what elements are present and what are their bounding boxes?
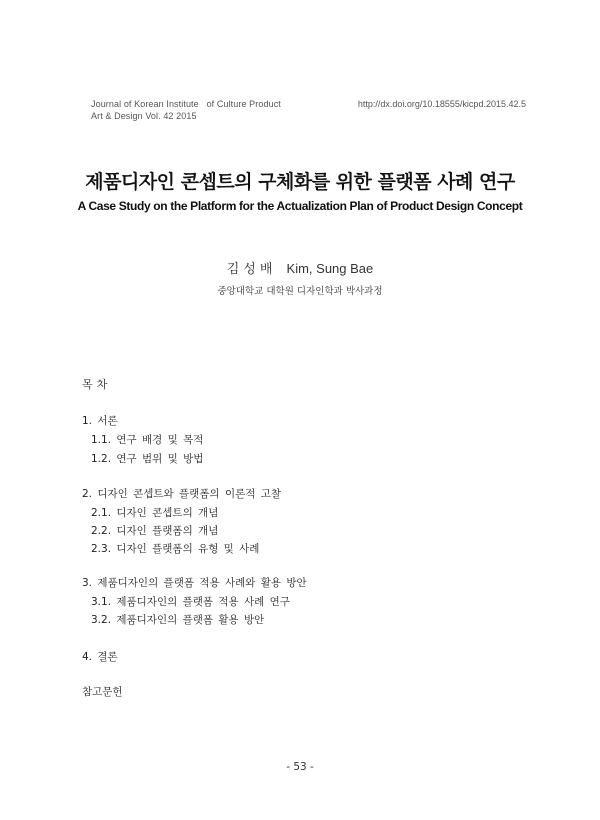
toc-section-4: 4. 결론 xyxy=(82,651,118,663)
author-line xyxy=(0,260,600,278)
paper-title-english: A Case Study on the Platform for the Actualization Plan of Product Design Concept xyxy=(77,199,523,213)
doi-link[interactable]: http://dx.doi.org/10.18555/kicpd.2015.42.5 xyxy=(357,99,526,109)
author-affiliation: 중앙대학교 대학원 디자인학과 박사과정 xyxy=(217,286,383,297)
journal-volume: Art & Design Vol. 42 2015 xyxy=(91,111,197,121)
toc-section-1: 1. 서론 xyxy=(82,415,118,427)
toc-subsection-3-2: 3.2. 제품디자인의 플랫폼 활용 방안 xyxy=(91,614,265,626)
paper-title-korean: 제품디자인 콘셉트의 구체화를 위한 플랫폼 사례 연구 xyxy=(85,171,515,193)
toc-subsection-1-1: 1.1. 연구 배경 및 목적 xyxy=(91,434,204,446)
journal-name: Journal of Korean Institute of Culture Product xyxy=(91,99,281,109)
author-name-english: Kim, Sung Bae xyxy=(286,261,374,276)
toc-references: 참고문헌 xyxy=(82,686,123,698)
toc-section-3: 3. 제품디자인의 플랫폼 적용 사례와 활용 방안 xyxy=(82,577,307,589)
toc-subsection-2-2: 2.2. 디자인 플랫폼의 개념 xyxy=(91,525,219,537)
toc-subsection-2-3: 2.3. 디자인 플랫폼의 유형 및 사례 xyxy=(91,543,260,555)
author-name-korean: 김성배 xyxy=(226,262,277,277)
page-number: - 53 - xyxy=(286,761,314,773)
toc-heading: 목차 xyxy=(82,378,112,391)
toc-subsection-2-1: 2.1. 디자인 콘셉트의 개념 xyxy=(91,507,219,519)
toc-subsection-1-2: 1.2. 연구 범위 및 방법 xyxy=(91,453,204,465)
toc-section-2: 2. 디자인 콘셉트와 플랫폼의 이론적 고찰 xyxy=(82,488,281,500)
toc-subsection-3-1: 3.1. 제품디자인의 플랫폼 적용 사례 연구 xyxy=(91,596,290,608)
journal-info xyxy=(91,98,281,122)
